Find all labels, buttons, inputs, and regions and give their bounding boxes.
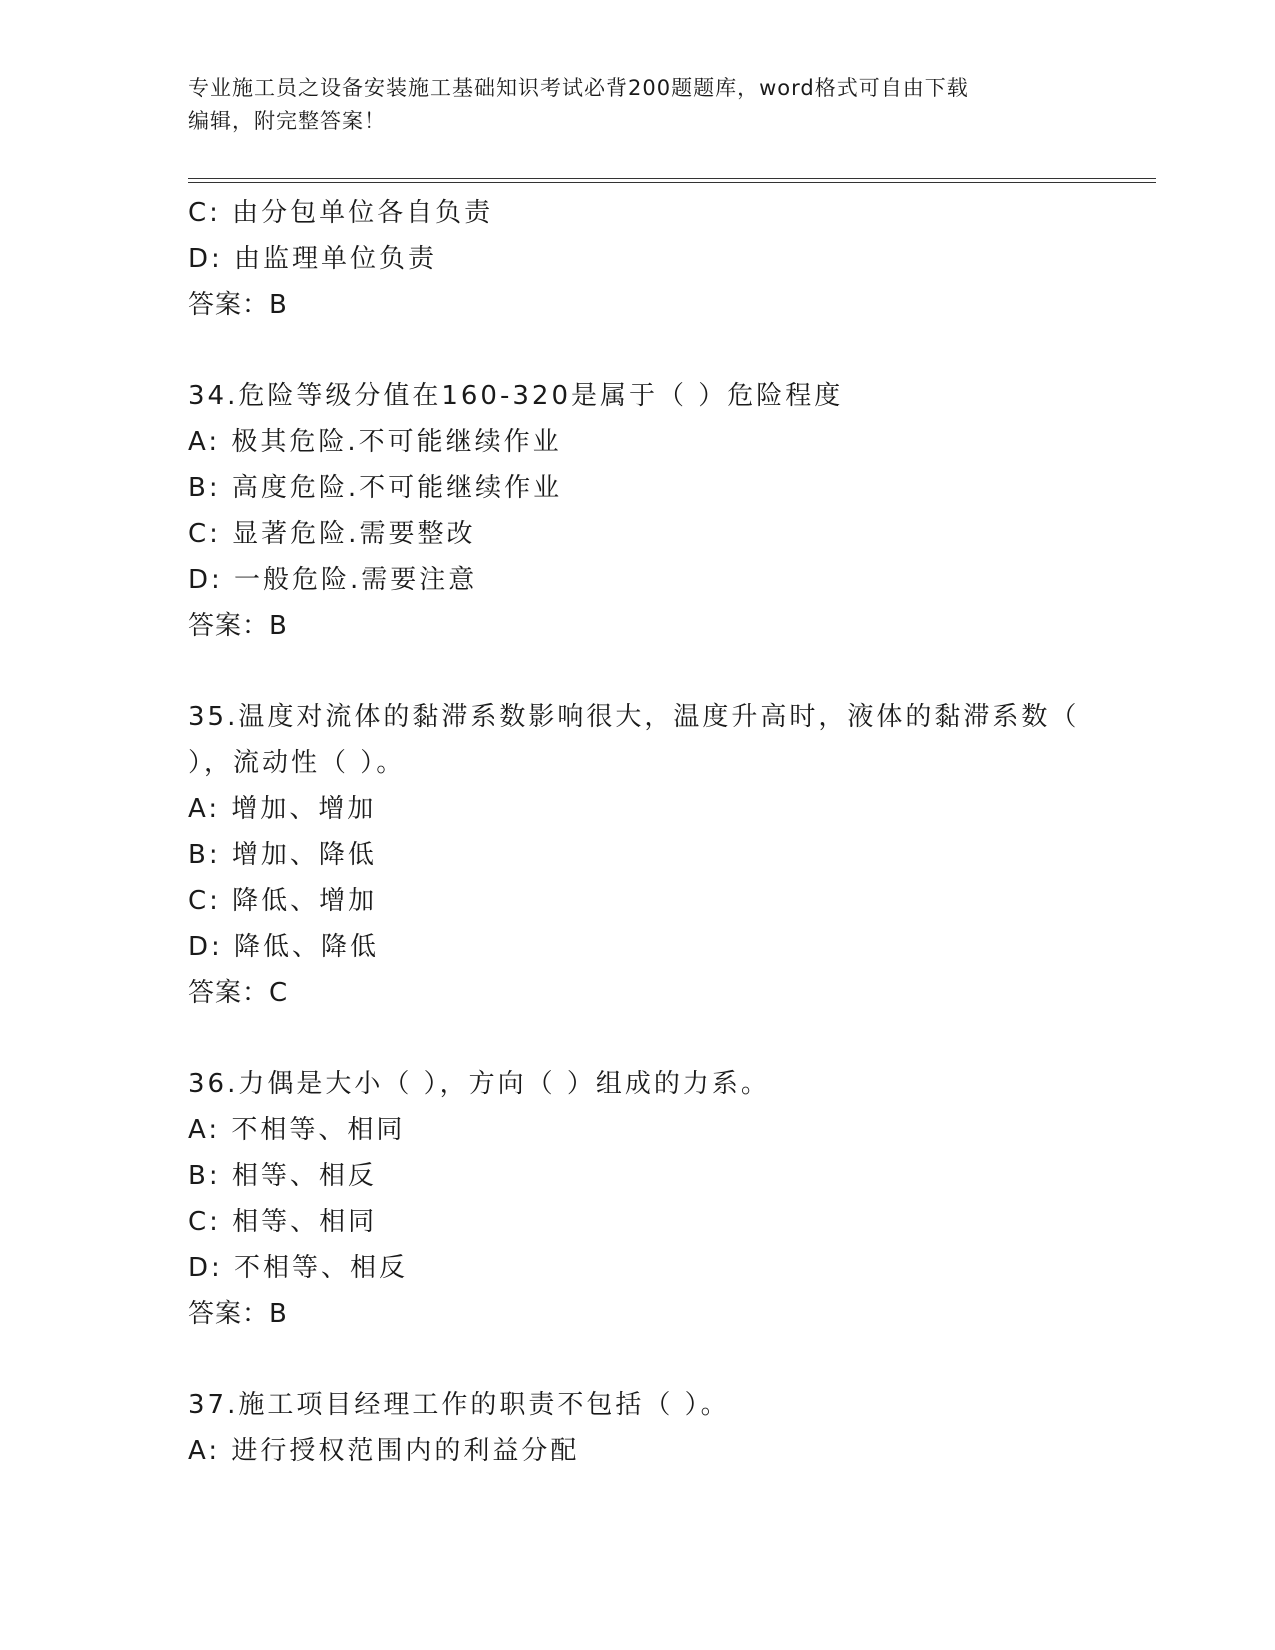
header-line-1: 专业施工员之设备安装施工基础知识考试必背200题题库，word格式可自由下载 <box>188 76 969 100</box>
question-stem: 34.危险等级分值在160-320是属于（ ）危险程度 <box>188 381 844 411</box>
question-stem-continued: ），流动性（ ）。 <box>188 748 406 778</box>
option-c: C: 相等、相同 <box>188 1207 378 1237</box>
question-content <box>188 190 1108 1474</box>
question-35 <box>188 694 1108 1016</box>
option-c: C: 由分包单位各自负责 <box>188 198 494 228</box>
option-d: D: 降低、降低 <box>188 932 380 962</box>
option-a: A: 极其危险.不可能继续作业 <box>188 427 562 457</box>
option-a: A: 进行授权范围内的利益分配 <box>188 1436 580 1466</box>
document-header <box>188 72 1088 138</box>
question-36 <box>188 1061 1108 1337</box>
header-rule-bottom <box>188 182 1156 183</box>
answer: 答案：C <box>188 978 289 1008</box>
option-b: B: 增加、降低 <box>188 840 377 870</box>
option-d: D: 由监理单位负责 <box>188 244 438 274</box>
option-b: B: 高度危险.不可能继续作业 <box>188 473 563 503</box>
question-37 <box>188 1382 1108 1474</box>
option-b: B: 相等、相反 <box>188 1161 377 1191</box>
header-line-2: 编辑，附完整答案！ <box>188 109 386 133</box>
question-stem: 35.温度对流体的黏滞系数影响很大，温度升高时，液体的黏滞系数（ <box>188 702 1080 732</box>
question-34 <box>188 373 1108 649</box>
option-a: A: 不相等、相同 <box>188 1115 406 1145</box>
spacer <box>188 1337 1108 1382</box>
spacer <box>188 649 1108 694</box>
spacer <box>188 328 1108 373</box>
answer: 答案：B <box>188 611 288 641</box>
option-d: D: 一般危险.需要注意 <box>188 565 478 595</box>
answer: 答案：B <box>188 1299 288 1329</box>
spacer <box>188 1016 1108 1061</box>
question-33-continued <box>188 190 1108 328</box>
option-a: A: 增加、增加 <box>188 794 377 824</box>
question-stem: 36.力偶是大小（ ），方向（ ）组成的力系。 <box>188 1069 770 1099</box>
answer: 答案：B <box>188 290 288 320</box>
option-c: C: 降低、增加 <box>188 886 378 916</box>
option-c: C: 显著危险.需要整改 <box>188 519 476 549</box>
option-d: D: 不相等、相反 <box>188 1253 409 1283</box>
question-stem: 37.施工项目经理工作的职责不包括（ ）。 <box>188 1390 730 1420</box>
header-rule-top <box>188 178 1156 179</box>
